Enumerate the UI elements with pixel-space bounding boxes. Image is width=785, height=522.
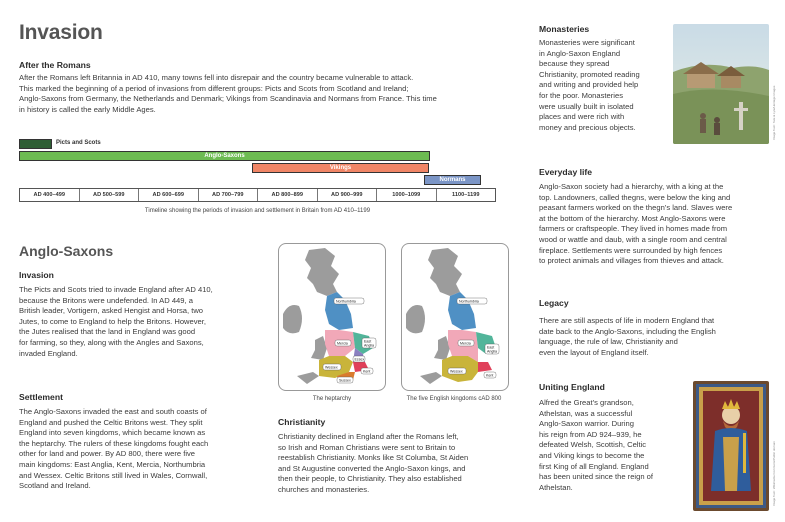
text-line: and Wessex. Celtic Britons still lived in Wales, Cornwall, [19,470,208,480]
everyday-life-text [539,182,779,267]
svg-text:Northumbria: Northumbria [459,299,479,304]
text-line: top. Landowners, called thegns, were below the king and [539,192,731,202]
monastery-illustration [673,24,769,144]
text-line: money and precious objects. [539,122,636,132]
svg-text:East: East [364,339,372,344]
text-line: other for land and power. By AD 800, there were five [19,449,196,459]
text-line: language, the rule of law, Christianity and [539,337,678,347]
legacy-text [539,316,779,358]
svg-text:Mercia: Mercia [460,341,471,346]
timeline-label-picts: Picts and Scots [56,140,101,146]
text-line: first King of all England. England [539,461,649,471]
text-line: England and pushed the Celtic Britons west. They split [19,417,203,427]
text-line: to protect animals and villages from thieves and attack. [539,256,724,266]
text-line: This marked the beginning of a period of invasions from different groups: Picts and Scots from Scotland and Ireland; [19,83,409,93]
wales-shape [311,336,327,360]
after-romans-text [19,73,519,115]
text-line: and writing and provided help [539,80,639,90]
svg-text:East: East [487,345,495,350]
text-line: were usually built in isolated [539,101,634,111]
athelstan-portrait [693,381,769,511]
text-line: because they spread [539,59,610,69]
text-line: so Irish and Roman Christians were sent to Britain to [278,442,456,452]
text-line: even the layout of England itself. [539,347,649,357]
text-line: British leader, Vortigern, asked Hengist and Horsa, two [19,306,204,316]
text-line: Jutes, to come to England to help the Britons. However, [19,316,206,326]
text-line: Scotland and Ireland. [19,481,91,491]
map-label-essex: Essex [354,357,365,362]
kent-region [478,362,492,372]
timeline-bar-vikings: Vikings [252,163,429,173]
heptarchy-caption: The heptarchy [312,396,352,402]
cornwall-shape [297,372,319,384]
text-line: After the Romans left Britannia in AD 410, many towns fell into disrepair and the country became vulnerable to attack. [19,73,414,82]
northumbria-region [325,292,353,330]
five-kingdoms-caption: The five English kingdoms cAD 800 [406,396,502,402]
invasion-text [19,285,269,359]
after-romans-heading: After the Romans [19,60,91,70]
text-line: defeated Welsh, Scottish, Celtic [539,440,647,450]
christianity-heading: Christianity [278,417,326,427]
text-line: the heptarchy. The rulers of these kingdoms fought each [19,438,209,448]
uniting-text [539,398,689,493]
text-line: for the poor. Monasteries [539,90,623,100]
timeline-axis [19,188,496,202]
text-line: Christianity declined in England after the Romans left, [278,432,459,441]
svg-text:Kent: Kent [486,373,494,378]
legacy-heading: Legacy [539,298,569,308]
text-line: Alfred the Great’s grandson, [539,398,634,407]
timeline-caption: Timeline showing the periods of invasion and settlement in Britain from AD 410–1199 [144,208,371,214]
text-line: then their people, to Christianity. They also established [278,474,462,484]
text-line: England into seven kingdoms, which became known as [19,428,206,438]
text-line: wood or wattle and daub, with a single room and central [539,234,727,244]
text-line: invaded England. [19,348,78,358]
text-line: for farming, so they, along with the Angles and Saxons, [19,337,204,347]
scotland-shape [305,248,339,296]
timeline-period: AD 700–799 [199,189,259,201]
text-line: Christianity, promoted reading [539,69,640,79]
map-label-sussex: Sussex [339,378,351,383]
northumbria-region [448,292,476,330]
text-line: peasant farmers worked on the thegn’s land. Slaves were [539,203,733,213]
text-line: The Picts and Scots tried to invade England after AD 410, [19,285,213,294]
text-line: main kingdoms: East Anglia, Kent, Mercia, Northumbria [19,459,206,469]
text-line: churches and monasteries. [278,484,370,494]
timeline-bar-normans: Normans [424,175,481,185]
anglo-saxons-title: Anglo-Saxons [19,243,114,259]
christianity-text [278,432,518,496]
monasteries-text [539,38,669,133]
text-line: Anglo-Saxon warrior. During [539,419,634,429]
uniting-heading: Uniting England [539,382,605,392]
text-line: date back to the Anglo-Saxons, including the English [539,326,716,336]
svg-text:Anglia: Anglia [364,343,374,348]
monasteries-heading: Monasteries [539,24,590,34]
timeline-period: AD 800–899 [258,189,318,201]
text-line: reestablish Christianity. Monks like St Columba, St Aiden [278,453,469,463]
athelstan-credit: Image from: Wikimedia Commons/Public domain [772,441,776,506]
text-line: in Anglo-Saxon England [539,48,621,58]
text-line: fireplace. Settlements were surrounded by high fences [539,245,723,255]
map-label-wessex: Wessex [325,365,338,370]
timeline-period: AD 400–499 [20,189,80,201]
text-line: the Jutes realised that the land in England was good [19,327,196,337]
text-line: at the bottom of the hierarchy. Most Anglo-Saxons were [539,213,726,223]
invasion-heading: Invasion [19,270,54,280]
text-line: Anglo-Saxon society had a hierarchy, with a king at the [539,182,724,191]
heptarchy-map [278,243,386,391]
timeline-period: 1000–1099 [377,189,437,201]
text-line: Monasteries were significant [539,38,635,47]
timeline-period: AD 500–599 [80,189,140,201]
text-line: farmers or craftspeople. They lived in homes made from [539,224,728,234]
timeline-period: AD 600–699 [139,189,199,201]
text-line: Athelstan. [539,482,573,492]
text-line: and St Augustine converted the Anglo-Saxon kings, and [278,463,466,473]
map-label-northumbria: Northumbria [336,299,356,304]
settlement-heading: Settlement [19,392,63,402]
ireland-shape [283,305,302,333]
page-title: Invasion [19,21,103,44]
text-line: and Viking kings to become the [539,450,645,460]
svg-text:Anglia: Anglia [487,349,497,354]
text-line: his reign from AD 924–939, he [539,429,642,439]
map-label-kent: Kent [363,369,371,374]
text-line: Athelstan, was a successful [539,408,633,418]
text-line: Anglo-Saxons from Germany, the Netherlands and Denmark; Vikings from Scandinavia and Normans from France. This time [19,94,437,104]
five-kingdoms-map [401,243,509,391]
timeline-period: 1100–1199 [452,192,480,198]
text-line: because the Britons were undefended. In AD 449, a [19,295,193,305]
timeline-bar-picts [19,139,52,149]
monastery-credit: Image from: Tate & Lyle/Heritage Images [772,85,776,140]
settlement-text [19,407,269,492]
text-line: There are still aspects of life in modern England that [539,316,715,325]
map-label-mercia: Mercia [337,341,348,346]
text-line: The Anglo-Saxons invaded the east and south coasts of [19,407,207,416]
text-line: has been united since the reign of [539,472,653,482]
text-line: places and were rich with [539,112,625,122]
text-line: in history is called the early Middle Ages. [19,104,156,114]
timeline-bar-anglo-saxons: Anglo-Saxons [19,151,430,161]
timeline-period: AD 900–999 [318,189,378,201]
everyday-life-heading: Everyday life [539,167,593,177]
svg-text:Wessex: Wessex [450,369,463,374]
